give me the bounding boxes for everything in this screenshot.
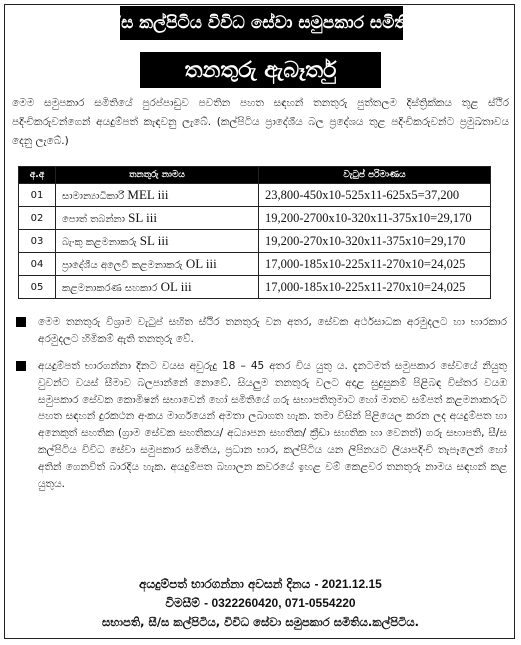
phone-numbers: 0322260420, 071-0554220 (211, 596, 356, 610)
post-grade: SL iii (139, 233, 169, 248)
square-bullet-icon (16, 317, 26, 327)
deadline-line: අයදුම්පත් භාරගන්නා අවසන් දිනය - 2021.12.15 (139, 577, 382, 591)
header-post: තනතුරු නාමය (56, 167, 259, 184)
page-title: තනතුරු ඇබෑර්තු (184, 57, 337, 83)
table-row (19, 207, 491, 230)
post-name (56, 253, 259, 276)
post-name (56, 184, 259, 207)
post-grade: SL iii (128, 210, 157, 225)
vacancy-table (18, 166, 491, 299)
salary-scale: 19,200-2700x10-320x11-375x10=29,170 (259, 207, 491, 230)
salary-scale: 23,800-450x10-525x11-625x5=37,200 (259, 184, 491, 207)
deadline-label: අයදුම්පත් භාරගන්නා අවසන් දිනය (139, 577, 311, 591)
inquiries-line: විමසීම් - 0322260420, 071-0554220 (165, 596, 356, 610)
eligibility-note-text: අයදුම්පත් භාරගන්නා දිනට වයස අවුරුදු 18 – 45 අතර විය යුතු ය. දැනටමත් සමුපකාර සේවයේ නියුතු වුවන්ට වයස් සීමාව බලපාන්නේ නොවේ. සියලුම තනතුරු වලට අදාළ සුදුසුකම් පිළිබඳ විස්තර වයඹ සමුපකාර සේවක කොමිෂන් සභාවෙන් හෝ සමිතියේ ගරු සභාපතිතුමාට හෝ මාතව සම්පත් කළමනාකරුට පහත සඳහන් දුරකථන අංකය මාර්ගයෙන් අමතා ලබාගත හැක. තමා විසින් පිළියෙල කරන ලද අයදුම්පත හා අනෙකුත් සහතික (ග්‍රාම සේවක සහතිකය/ අධ්‍යාපන සහතික/ ක්‍රීඩා සහතික හා වෙනත්) ගරු සභාපති, සී/ස කල්පිටිය විවිධ සේවා සමුපකාර සමිතිය, ප්‍රධාන භාර, කල්පිටිය යන ලිපිනයට ලියාපදිංචි තැපෑලෙන් හෝ අතින් ගෙනවිත් බාරදිය හැක. අයදුම්පත බහාලන කවරයේ ඉහළ වම් කෙළවර තනතුරු නාමය සඳහන් කළ යුතුය. (38, 360, 507, 490)
deadline-date: 2021.12.15 (321, 577, 382, 591)
square-bullet-icon (16, 361, 26, 371)
inquiries-label: විමසීම් (165, 596, 200, 610)
post-name-si: කළමනාකරණ සහකාර (62, 283, 158, 294)
salary-scale: 17,000-185x10-225x11-270x10=24,025 (259, 253, 491, 276)
table-row (19, 230, 491, 253)
post-name (56, 207, 259, 230)
salary-scale: 17,000-185x10-225x11-270x10=24,025 (259, 276, 491, 299)
post-grade: OL iii (185, 256, 217, 271)
post-name (56, 276, 259, 299)
table-row (19, 184, 491, 207)
table-header-row (19, 167, 491, 184)
post-name-si: බැංකු කළමනාකරු (62, 237, 137, 248)
pension-note-text: මෙම තනතුරු විශ්‍රාම වැටුප් සහිත ස්ථිර තනතුරු වන අතර, සේවක අර්ථසාධක අරමුදලට හා භාරකාර අරමුදලට හිමිකම් ඇති තනතුරු වේ. (38, 316, 507, 345)
row-number: 01 (19, 184, 56, 207)
table-row (19, 276, 491, 299)
row-number: 04 (19, 253, 56, 276)
address-line: සභාපති, සී/ස කල්පිටිය, විවිධ සේවා සමුපකාර සමිතිය.කල්පිටිය. (101, 615, 420, 629)
post-name-si: සාමාන්‍යාධිකාරී (62, 191, 125, 202)
post-name-si: පොත් තබන්නා (62, 214, 125, 225)
post-grade: OL iii (160, 279, 192, 294)
post-grade: MEL iii (127, 187, 169, 202)
organization-banner (102, 6, 421, 40)
post-name-si: ප්‍රාදේශීය අලෙවි කළමනාකරු (62, 260, 183, 271)
post-name (56, 230, 259, 253)
row-number: 02 (19, 207, 56, 230)
title-banner (140, 52, 381, 88)
pension-note (16, 314, 507, 354)
intro-paragraph: මෙම සමුපකාර සමිතියේ පුරප්පාඩුව පවතින පහත සඳහන් තනතුරු පුත්තලම දිස්ත්‍රික්කය තුළ ස්ථිර පදිංචිකරුවන්ගෙන් අයදුම්පත් කැඳවනු ලැබේ. (කල්පිටිය ප්‍රාදේශීය බල ප්‍රදේශය තුළ පදිංචිකරුවන්ට ප්‍රමුඛතාවය දෙනු ලැබේ.) (12, 97, 509, 147)
row-number: 05 (19, 276, 56, 299)
salary-scale: 19,200-270x10-320x11-375x10=29,170 (259, 230, 491, 253)
row-number: 03 (19, 230, 56, 253)
organization-name: සී/ස කල්පිටිය විවිධ සේවා සමුපකාර සමිතිය (102, 13, 421, 33)
header-number: අ.අ (19, 167, 56, 184)
table-row (19, 253, 491, 276)
eligibility-note (16, 358, 507, 578)
header-salary-scale: වැටුප් පරිමාණය (259, 167, 491, 184)
